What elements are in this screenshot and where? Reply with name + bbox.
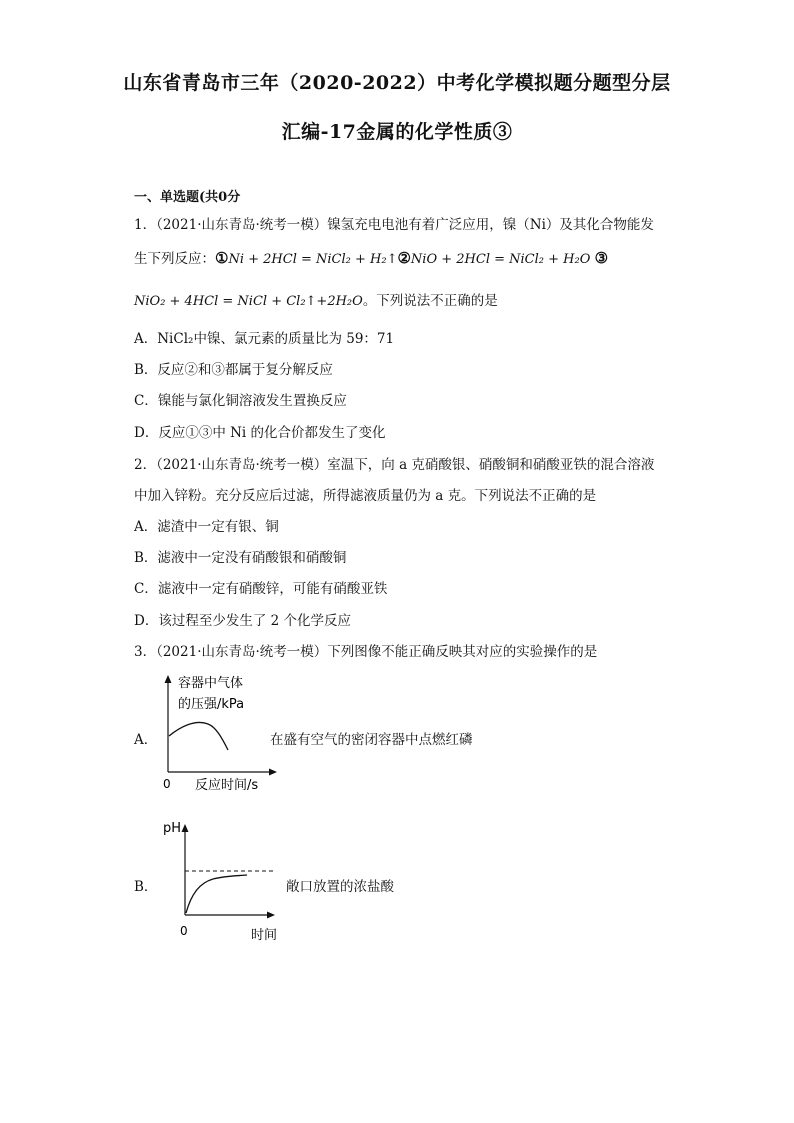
origin-label: 0 [163, 777, 171, 791]
equation-1: Ni + 2HCl = NiCl₂ + H₂↑ [228, 252, 398, 267]
q1-option-a: A．NiCl₂中镍、氯元素的质量比为 59：71 [134, 331, 395, 347]
x-label: 时间 [251, 928, 278, 943]
q2-option-b: B．滤液中一定没有硝酸银和硝酸铜 [134, 550, 347, 566]
x-axis-arrow [269, 769, 277, 776]
document-title-line-1: 山东省青岛市三年（2020-2022）中考化学模拟题分题型分层 [123, 72, 671, 94]
q2-stem-line-1: 2．（2021·山东青岛·统考一模）室温下，向 a 克硝酸银、硝酸铜和硝酸亚铁的混合溶液 [134, 457, 655, 473]
q1-stem-line-3 [134, 289, 498, 309]
q2-option-c: C．滤液中一定有硝酸锌，可能有硝酸亚铁 [134, 581, 388, 597]
y-label: pH [163, 821, 182, 836]
q1-stem-prefix: 生下列反应： [134, 251, 215, 267]
q3-option-a-label: A． [134, 732, 158, 748]
q1-stem-line-1: 1．（2021·山东青岛·统考一模）镍氢充电电池有着广泛应用，镍（Ni）及其化合物能发 [134, 217, 654, 233]
q1-stem-line-2 [134, 247, 608, 267]
y-axis-arrow [165, 675, 172, 683]
q3-option-b-graph [155, 815, 290, 945]
q2-stem-line-2: 中加入锌粉。充分反应后过滤，所得滤液质量仍为 a 克。下列说法不正确的是 [134, 488, 597, 504]
x-axis-arrow [267, 912, 275, 919]
q1-option-d: D．反应①③中 Ni 的化合价都发生了变化 [134, 425, 386, 441]
y-axis-arrow [182, 824, 189, 832]
q1-option-c: C．镍能与氯化铜溶液发生置换反应 [134, 393, 347, 409]
x-label: 反应时间/s [195, 778, 259, 793]
q3-stem: 3．（2021·山东青岛·统考一模）下列图像不能正确反映其对应的实验操作的是 [134, 644, 598, 660]
pressure-curve [169, 722, 228, 750]
ph-curve [186, 875, 247, 913]
document-title-line-2: 汇编-17金属的化学性质③ [281, 121, 513, 143]
q1-stem-suffix: 。下列说法不正确的是 [362, 293, 498, 309]
q3-option-a-description: 在盛有空气的密闭容器中点燃红磷 [270, 732, 473, 748]
q3-option-b-label: B． [134, 879, 158, 895]
circled-1: ① [215, 249, 229, 267]
origin-label: 0 [180, 924, 188, 938]
y-label-line-2: 的压强/kPa [178, 697, 245, 712]
q3-option-a-graph [150, 672, 290, 797]
q1-option-b: B．反应②和③都属于复分解反应 [134, 362, 333, 378]
q3-option-b-description: 敞口放置的浓盐酸 [286, 879, 394, 895]
circled-3: ③ [594, 249, 609, 267]
equation-2: NiO + 2HCl = NiCl₂ + H₂O [410, 252, 591, 267]
section-heading: 一、单选题(共0分 [134, 190, 241, 205]
equation-3: NiO₂ + 4HCl = NiCl + Cl₂↑+2H₂O [134, 294, 363, 309]
q2-option-a: A．滤渣中一定有银、铜 [134, 519, 279, 535]
q2-option-d: D．该过程至少发生了 2 个化学反应 [134, 613, 351, 629]
y-label-line-1: 容器中气体 [178, 676, 244, 691]
circled-2: ② [397, 249, 411, 267]
